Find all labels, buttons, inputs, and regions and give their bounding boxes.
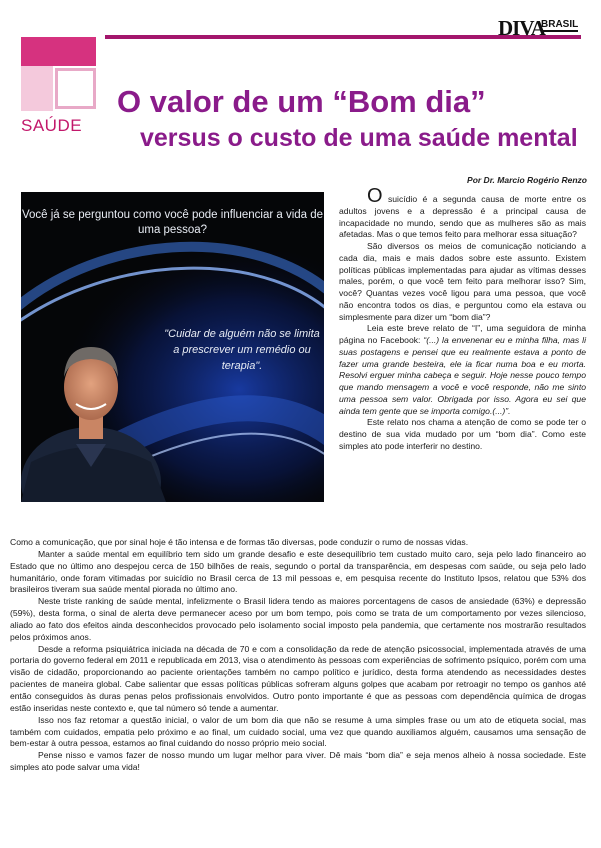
paragraph: Este relato nos chama a atenção de como se pode ter o destino de sua vida mudado por um “bom dia”. Como este simples ato pode interferir no destino. bbox=[339, 417, 586, 451]
paragraph: Como a comunicação, que por sinal hoje é tão intensa e de formas tão diversas, pode conduzir o rumo de nossas vidas. bbox=[10, 537, 469, 547]
paragraph: Pense nisso e vamos fazer de nosso mundo um lugar melhor para viver. Dê mais “bom dia” e seja menos alheio à nossa sociedade. Este simples ato pode salvar uma vida! bbox=[10, 750, 586, 773]
brand-sub: BRASIL bbox=[541, 19, 579, 30]
article-subtitle: versus o custo de uma saúde mental bbox=[140, 124, 578, 152]
section-label: SAÚDE bbox=[21, 116, 83, 135]
article-photo bbox=[21, 192, 324, 502]
paragraph bbox=[339, 185, 586, 241]
photo-quote: "Cuidar de alguém não se limita a prescrever um remédio ou terapia". bbox=[164, 328, 320, 372]
paragraph: Manter a saúde mental em equilíbrio tem sido um grande desafio e este desequilíbrio tem custado muito caro, seja pelo lado financeiro ao Estado que no último ano despejou cerca de 150 bilhões de reais, segundo o portal da transparência, em despesas com saúde, ou seja pelo lado humanitário, onde foram vitimadas por suicídio no Brasil cerca de 13 mil pessoas e, em pesquisa recente do Instituto Ipsos, relatou que 53% dos brasileiros tiveram sua saúde mental piorada no último ano. bbox=[10, 548, 586, 595]
photo-question: Você já se perguntou como você pode influenciar a vida de uma pessoa? bbox=[21, 209, 324, 236]
section-decor-outline bbox=[55, 68, 96, 109]
paragraph: Desde a reforma psiquiátrica iniciada na década de 70 e com a consolidação da rede de atenção psicossocial, implementada através de uma portaria do governo federal em 2011 e republicada em 2013, visa o atendimento às pessoas com experiências de sofrimento psíquico, porém com uma visão de cidadão, proporcionando ao paciente orientações também no campo político e jurídico, desta forma atendendo as necessidades destes pacientes de maneira global. Cabe salientar que essas políticas públicas sofreram alguns golpes que acabam por retroagir no tempo os ganhos até então conseguidos às duras penas pelos profissionais envolvidos. Outro ponto importante é que as pessoas com dependência química de drogas estão inseridas neste contexto e, que tal número só tende a aumentar. bbox=[10, 643, 586, 713]
section-decor-top bbox=[21, 37, 96, 66]
paragraph bbox=[339, 323, 586, 417]
author-byline: Por Dr. Marcio Rogério Renzo bbox=[467, 175, 587, 185]
testimonial-quote: “(...) la envenenar eu e minha filha, mas li suas postagens e pensei que eu realmente estava a ponto de fazer uma grande besteira, ele ia ficar numa boa e eu morta. Resolvi erguer minha cabeça e seguir. Hoje nesse pouco tempo que mando mensagem a você e você responde, não me sinto uma pessoa sem valor. Obrigada por isso. Agora eu sei que ainda tem gente que se importa comigo.(...)”. bbox=[339, 335, 586, 416]
right-column bbox=[339, 185, 586, 453]
paragraph: Neste triste ranking de saúde mental, infelizmente o Brasil lidera tendo as maiores porcentagens de casos de ansiedade (63%) e depressão (59%), desta forma, o sinal de alerta deve permanecer aceso por um bom tempo, pois como se trata de um comportamento por vezes silencioso, aliado ao fato dos efeitos ainda desconhecidos provocado pelo isolamento social imposto pela pandemia, que certamente nos mostrarão resultados pelos próximos anos. bbox=[10, 596, 586, 642]
full-width-body bbox=[10, 537, 586, 774]
paragraph: São diversos os meios de comunicação noticiando a cada dia, mais e mais dados sobre este assunto. Existem políticas públicas implementadas para ajudar as vítimas desses males, porém, o que você tem feito para melhorar isso? Sim, você? Quantas vezes você ligou para uma pessoa, que você não encontra todos os dias, e perguntou como ela estava ou simplesmente para dizer um “bom dia”? bbox=[339, 241, 586, 322]
article-title: O valor de um “Bom dia” bbox=[117, 84, 486, 119]
drop-cap: O bbox=[367, 185, 383, 207]
section-decor-left bbox=[21, 66, 53, 111]
paragraph-text: Leia este breve relato de “I”, uma seguidora de minha página no Facebook: bbox=[339, 323, 586, 345]
brand-logo bbox=[498, 16, 584, 38]
paragraph-text: suicídio é a segunda causa de morte entre os adultos jovens e a depressão é a principal causa de incapacidade no mundo, sendo que as mulheres são as mais afetadas. Mas o que temos feito para melhorar essa situação? bbox=[339, 194, 586, 240]
brand-main: DIVA bbox=[498, 16, 545, 40]
paragraph: Isso nos faz retomar a questão inicial, o valor de um bom dia que não se resume à uma simples frase ou um ato de etiqueta social, mas também com cuidados, empatia pelo próximo e ao final, um cuidado social, uma vez que quando auxiliamos alguém, causamos uma sensação de bem-estar à outra pessoa, estamos ao final cuidando do nosso próprio meio social. bbox=[10, 714, 586, 749]
